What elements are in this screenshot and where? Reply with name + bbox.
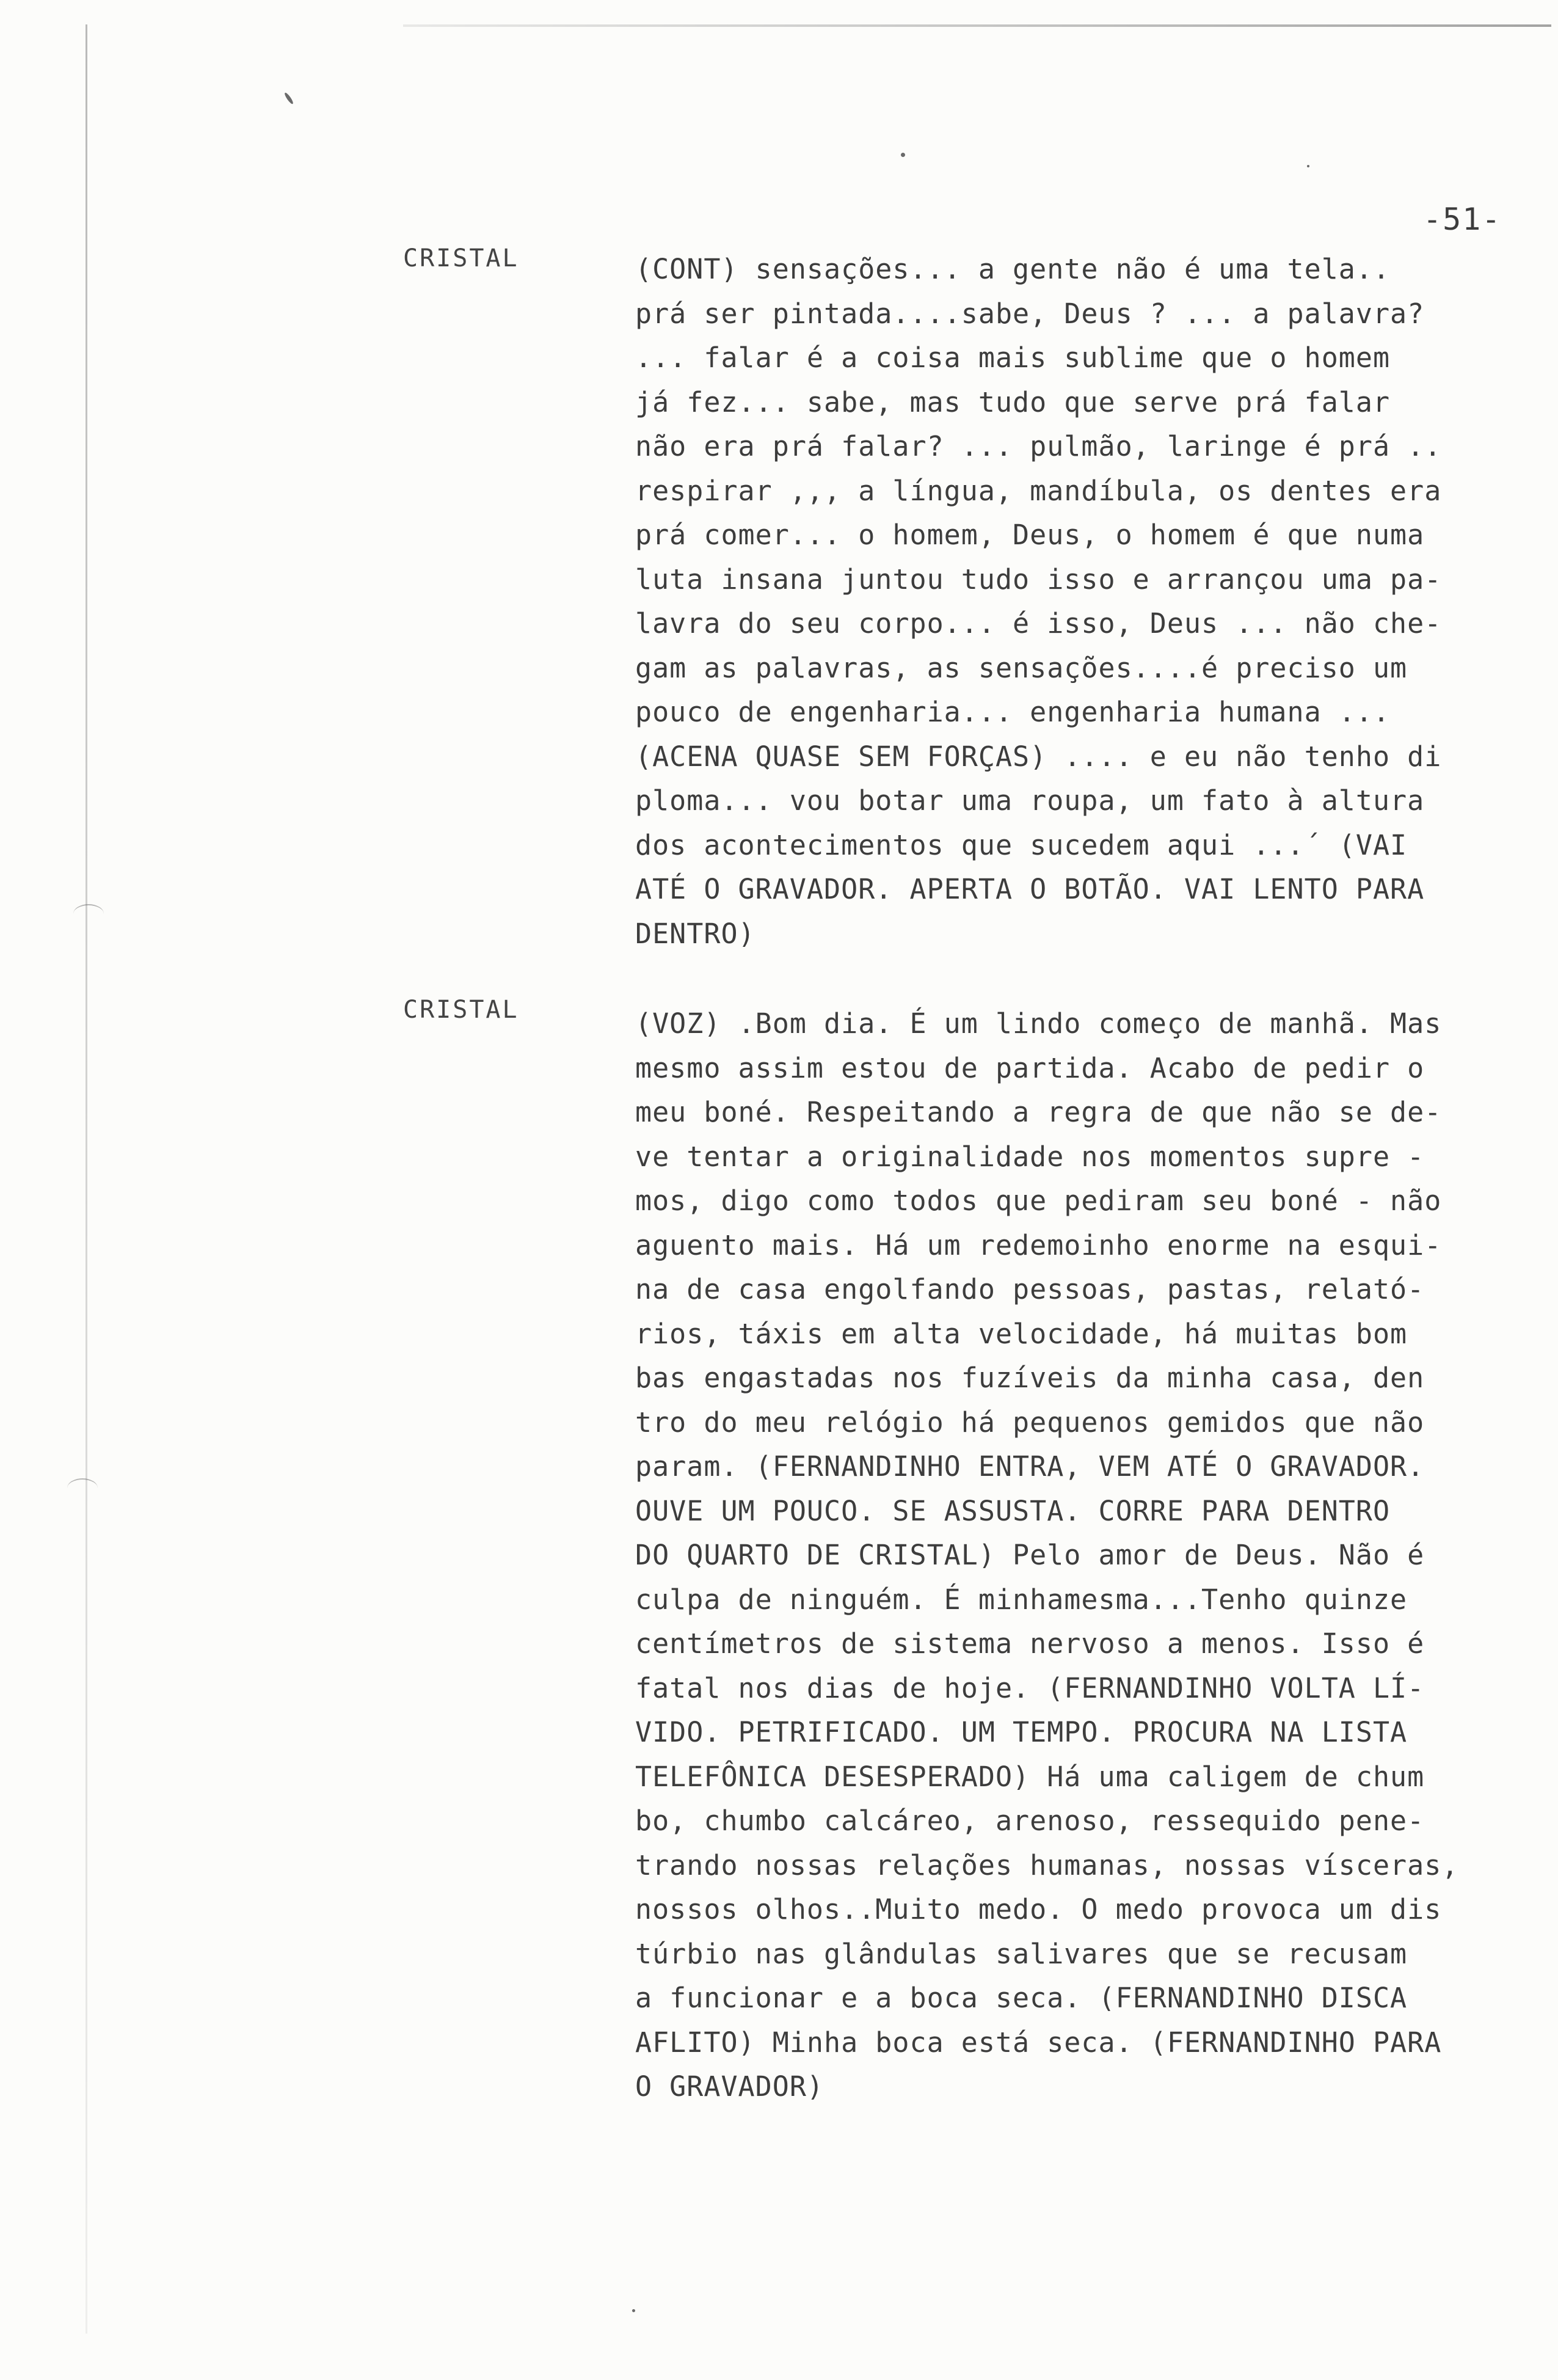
speech-line: (ACENA QUASE SEM FORÇAS) .... e eu não tenho di <box>635 740 1442 773</box>
speech-line: meu boné. Respeitando a regra de que não se de- <box>635 1096 1442 1128</box>
speech-line: ... falar é a coisa mais sublime que o homem <box>635 341 1391 374</box>
speech-line: a funcionar e a boca seca. (FERNANDINHO DISCA <box>635 1982 1408 2014</box>
speech-line: trando nossas relações humanas, nossas vísceras, <box>635 1849 1459 1882</box>
speech-line: mos, digo como todos que pediram seu boné - não <box>635 1185 1442 1217</box>
speech-line: tro do meu relógio há pequenos gemidos que não <box>635 1406 1425 1439</box>
speech-line: ve tentar a originalidade nos momentos supre - <box>635 1140 1425 1173</box>
speech-line: TELEFÔNICA DESESPERADO) Há uma caligem de chum <box>635 1760 1425 1793</box>
speaker-name: CRISTAL <box>403 244 519 272</box>
speech-line: ploma... vou botar uma roupa, um fato à altura <box>635 784 1425 817</box>
speech-line: na de casa engolfando pessoas, pastas, relató- <box>635 1273 1425 1305</box>
speech-line: OUVE UM POUCO. SE ASSUSTA. CORRE PARA DENTRO <box>635 1494 1391 1527</box>
speech-block <box>635 1002 1509 2109</box>
speech-line: DENTRO) <box>635 917 755 950</box>
scan-speck <box>901 153 905 157</box>
left-edge-shadow <box>86 24 87 2334</box>
scan-speck <box>1307 165 1309 167</box>
speaker-name: CRISTAL <box>403 996 519 1024</box>
speech-line: AFLITO) Minha boca está seca. (FERNANDINHO PARA <box>635 2026 1442 2059</box>
speech-line: aguento mais. Há um redemoinho enorme na esqui- <box>635 1228 1442 1261</box>
speech-line: mesmo assim estou de partida. Acabo de pedir o <box>635 1051 1425 1084</box>
speech-line: (CONT) sensações... a gente não é uma tela.. <box>635 253 1391 285</box>
top-edge-shadow <box>403 24 1551 27</box>
scan-speck <box>283 92 294 104</box>
speech-line: bo, chumbo calcáreo, arenoso, ressequido pene- <box>635 1805 1425 1837</box>
speech-line: luta insana juntou tudo isso e arrançou uma pa- <box>635 563 1442 596</box>
speech-line: VIDO. PETRIFICADO. UM TEMPO. PROCURA NA LISTA <box>635 1716 1408 1748</box>
speech-line: prá ser pintada....sabe, Deus ? ... a palavra? <box>635 297 1425 330</box>
speech-line: DO QUARTO DE CRISTAL) Pelo amor de Deus. Não é <box>635 1539 1425 1571</box>
speech-line: dos acontecimentos que sucedem aqui ...´ (VAI <box>635 828 1408 861</box>
speech-line: pouco de engenharia... engenharia humana ... <box>635 696 1391 728</box>
speech-line: túrbio nas glândulas salivares que se recusam <box>635 1937 1408 1970</box>
speech-line: respirar ,,, a língua, mandíbula, os dentes era <box>635 474 1442 507</box>
speech-line: param. (FERNANDINHO ENTRA, VEM ATÉ O GRAVADOR. <box>635 1450 1425 1483</box>
speech-line: fatal nos dias de hoje. (FERNANDINHO VOLTA LÍ- <box>635 1671 1425 1704</box>
speech-line: prá comer... o homem, Deus, o homem é que numa <box>635 519 1425 551</box>
speech-line: já fez... sabe, mas tudo que serve prá falar <box>635 385 1391 418</box>
speech-line: ATÉ O GRAVADOR. APERTA O BOTÃO. VAI LENTO PARA <box>635 873 1425 905</box>
speech-line: gam as palavras, as sensações....é preciso um <box>635 651 1408 684</box>
page-number: -51- <box>1423 202 1502 237</box>
speech-line: culpa de ninguém. É minhamesma...Tenho quinze <box>635 1583 1408 1616</box>
speech-line: centímetros de sistema nervoso a menos. Isso é <box>635 1627 1425 1660</box>
scan-speck <box>632 2309 635 2312</box>
speech-line: rios, táxis em alta velocidade, há muitas bom <box>635 1317 1408 1350</box>
scan-margin-mark <box>73 904 104 924</box>
speech-line: bas engastadas nos fuzíveis da minha casa, den <box>635 1362 1425 1394</box>
speech-line: lavra do seu corpo... é isso, Deus ... não che- <box>635 607 1442 640</box>
speech-line: não era prá falar? ... pulmão, laringe é prá .. <box>635 430 1442 462</box>
speech-block <box>635 247 1509 956</box>
speech-line: (VOZ) .Bom dia. É um lindo começo de manhã. Mas <box>635 1007 1442 1040</box>
speech-line: O GRAVADOR) <box>635 2070 825 2103</box>
scan-margin-mark <box>67 1478 98 1498</box>
speech-line: nossos olhos..Muito medo. O medo provoca um dis <box>635 1893 1442 1926</box>
